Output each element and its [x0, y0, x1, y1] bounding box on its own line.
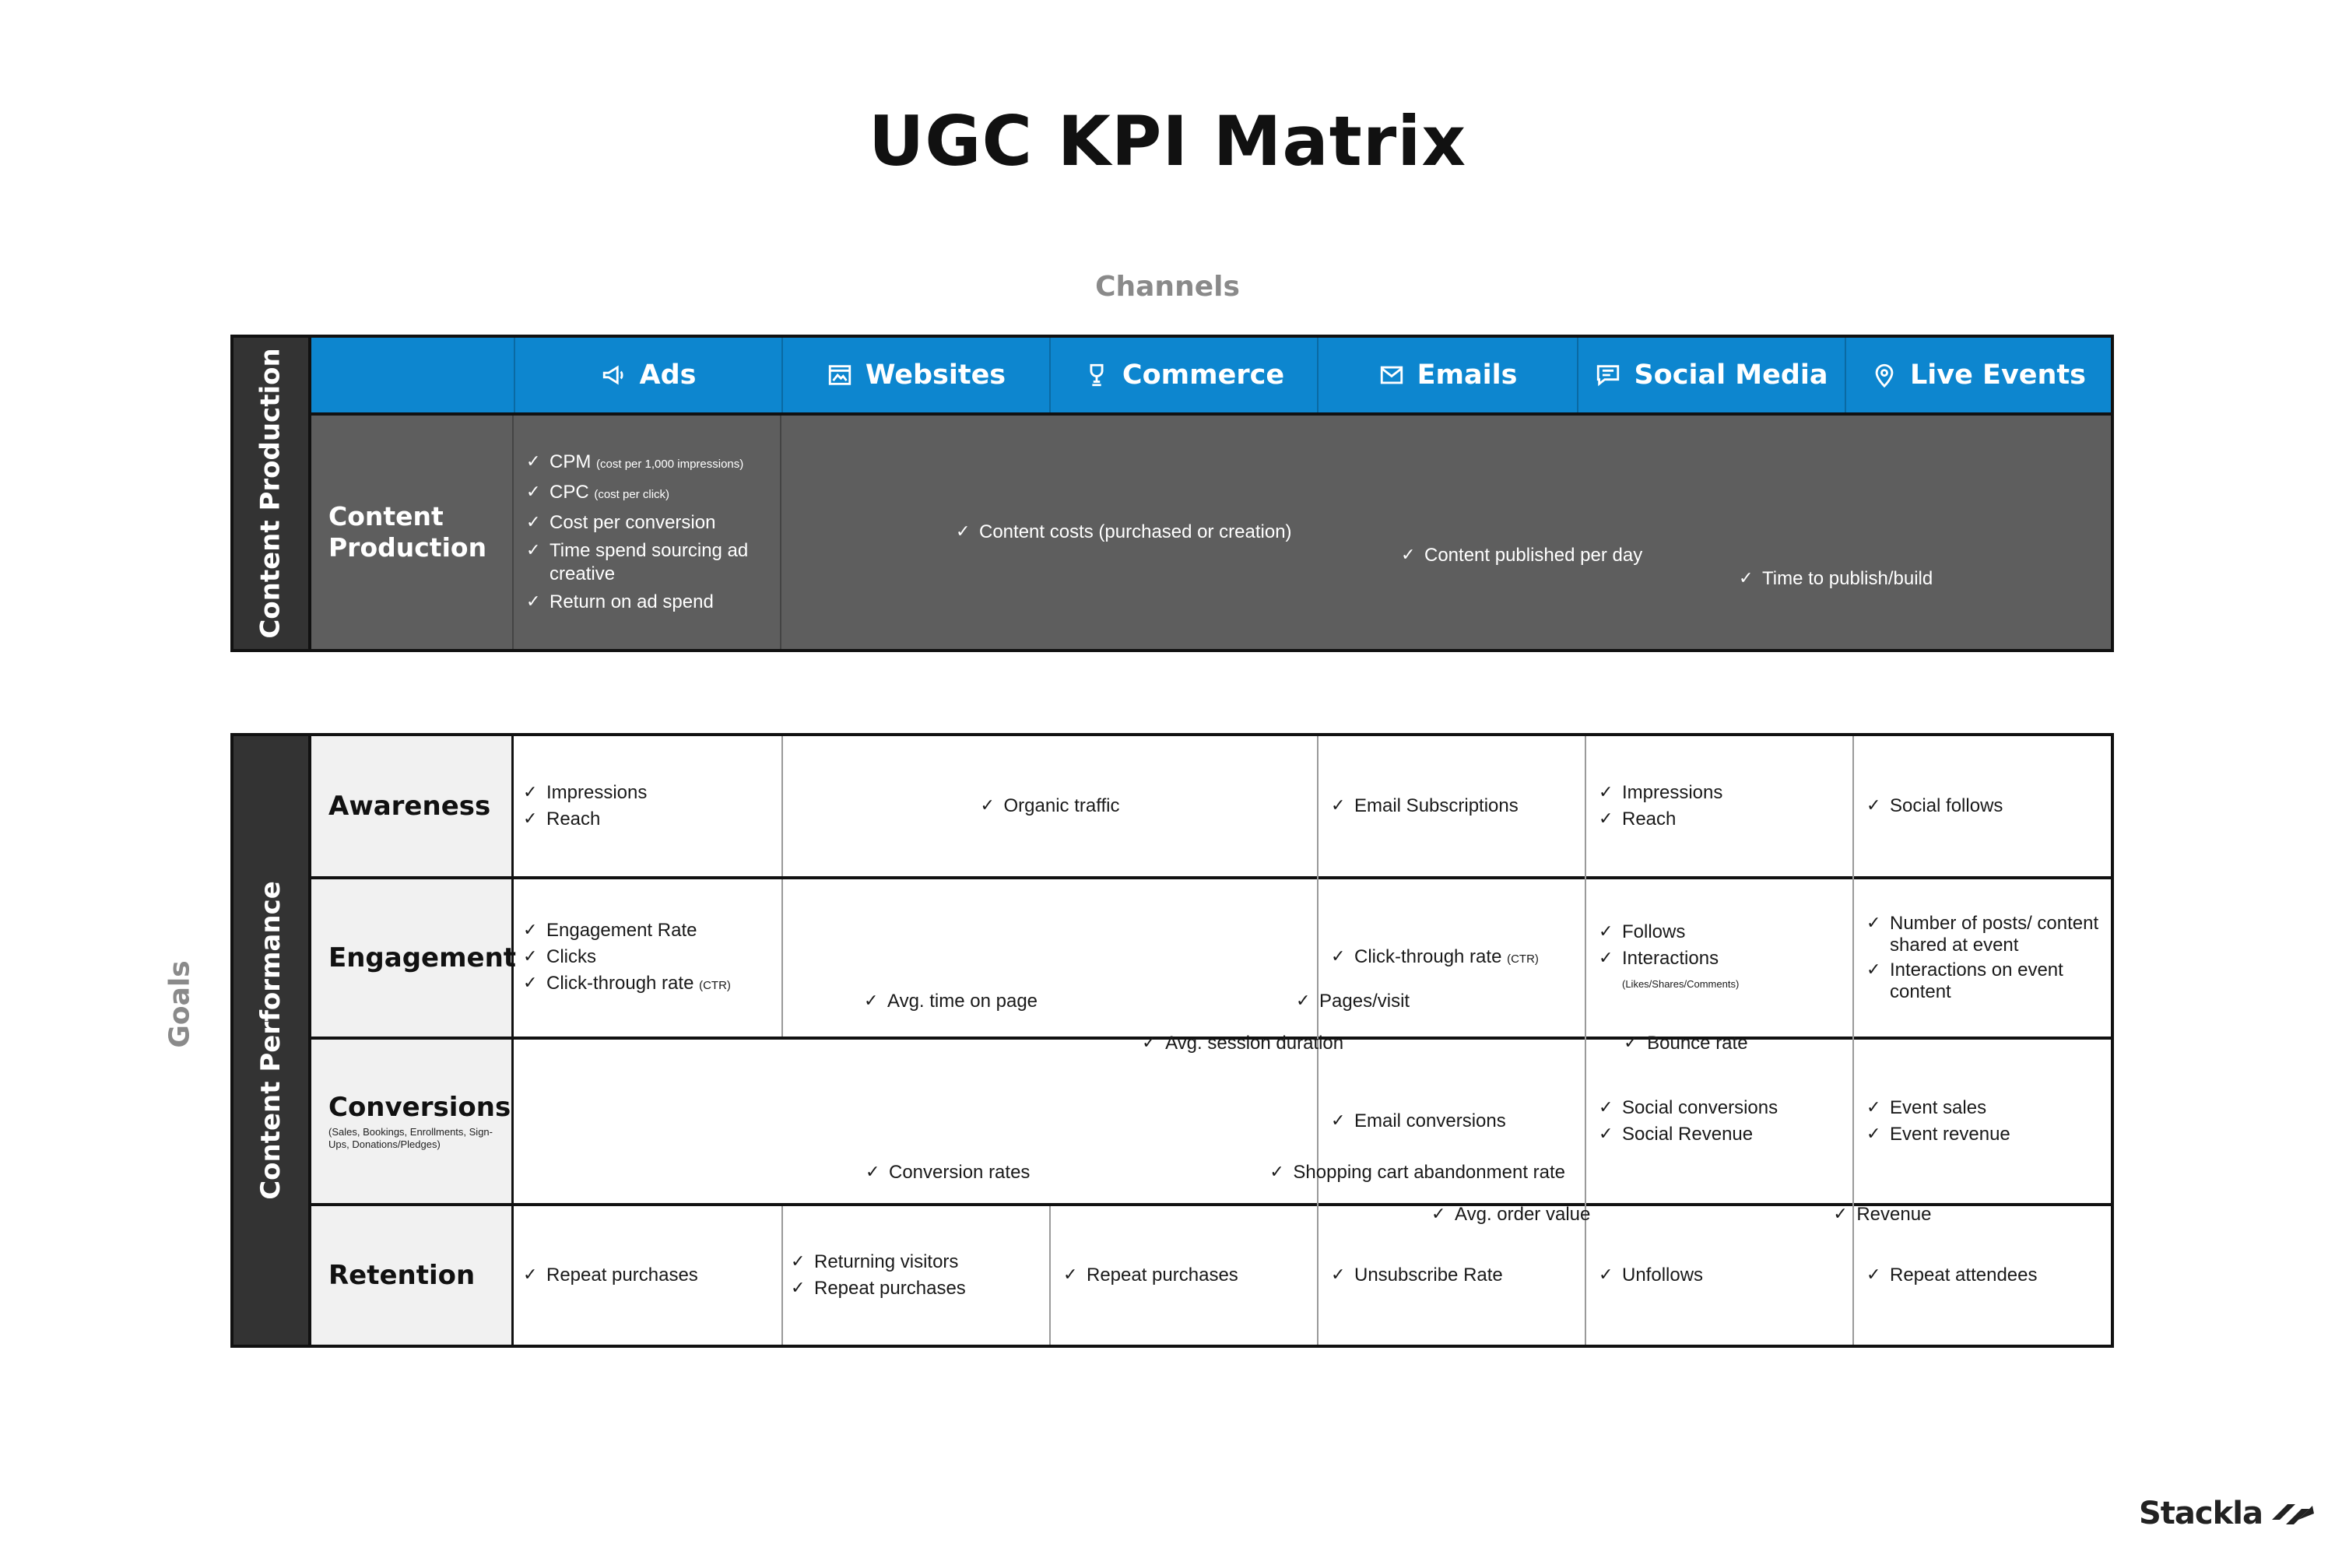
list-item: ✓ Click-through rate (CTR) [1331, 945, 1539, 971]
envelope-icon [1378, 362, 1405, 388]
channel-header-social-media: Social Media [1577, 338, 1845, 412]
retention-commerce-cell [1063, 1206, 1317, 1345]
content-production-section [230, 335, 2114, 652]
list-item: ✓ Reach [1599, 808, 1722, 831]
column-divider [1049, 1206, 1051, 1345]
conversions-emails-cell [1331, 1040, 1585, 1203]
column-divider [1852, 736, 1854, 1345]
list-item: ✓ Reach [523, 808, 647, 831]
list-item: ✓ Repeat purchases [791, 1277, 966, 1300]
awareness-emails-cell [1331, 736, 1585, 876]
retention-websites-cell [791, 1206, 1048, 1345]
conversions-events-cell [1866, 1040, 2112, 1203]
awareness-websites-commerce-cell [783, 736, 1317, 876]
list-item: ✓ Content costs (purchased or creation) [956, 521, 2285, 544]
engagement-social-cell [1599, 879, 1852, 1037]
awareness-social-cell [1599, 736, 1852, 876]
list-item: ✓ Returning visitors [791, 1251, 966, 1274]
megaphone-icon [601, 362, 627, 388]
list-item: ✓ Repeat attendees [1866, 1264, 2037, 1287]
channel-header-emails: Emails [1317, 338, 1577, 412]
page-title: UGC KPI Matrix [868, 101, 1467, 181]
map-pin-icon [1871, 362, 1898, 388]
list-item: ✓ Return on ad spend [526, 591, 775, 614]
list-item: ✓ Social Revenue [1599, 1123, 1778, 1146]
list-item: ✓ Unfollows [1599, 1264, 1703, 1287]
content-production-side-bar: Content Production [234, 338, 311, 649]
list-item: ✓ Email Subscriptions [1331, 795, 1519, 818]
list-item: ✓ Social conversions [1599, 1096, 1778, 1120]
list-item: ✓ Organic traffic [981, 795, 1120, 818]
list-item: ✓ Avg. time on page [864, 990, 1038, 1013]
list-item: ✓ Pages/visit [1296, 990, 1410, 1013]
conversions-social-cell [1599, 1040, 1852, 1203]
goal-engagement-label: Engagement [311, 879, 514, 1037]
list-item: ✓ Repeat purchases [523, 1264, 698, 1287]
goals-axis-label: Goals [163, 959, 196, 1048]
goal-conversions-label: Conversions (Sales, Bookings, Enrollments, Sign-Ups, Donations/Pledges) [311, 1040, 514, 1203]
trophy-icon [1083, 362, 1110, 388]
engagement-events-cell [1866, 879, 2112, 1037]
engagement-emails-cell [1331, 879, 1585, 1037]
chat-bubble-icon [1595, 362, 1621, 388]
list-item: ✓ Event revenue [1866, 1123, 2010, 1146]
list-item: ✓ Avg. session duration [1142, 1032, 1343, 1055]
list-item: ✓ Interactions on event content [1866, 959, 2108, 1003]
goal-retention-label: Retention [311, 1206, 514, 1345]
retention-ads-cell [523, 1206, 780, 1345]
browser-window-icon [827, 362, 853, 388]
list-item: ✓ Impressions [523, 781, 647, 805]
list-item: ✓ Email conversions [1331, 1110, 1506, 1133]
list-item: ✓ Cost per conversion [526, 511, 775, 535]
awareness-ads-cell [523, 736, 780, 876]
list-item: ✓ Unsubscribe Rate [1331, 1264, 1503, 1287]
list-item: ✓ Content published per day [1401, 544, 2335, 567]
retention-emails-cell [1331, 1206, 1585, 1345]
content-production-ads-cell [514, 416, 781, 649]
channel-header-websites: Websites [781, 338, 1049, 412]
list-item: ✓ Time to publish/build [1739, 567, 2335, 591]
awareness-events-cell [1866, 736, 2112, 876]
channel-header-row [311, 338, 2111, 416]
list-item: ✓ Clicks [523, 945, 731, 969]
stackla-logo: Stackla [2139, 1496, 2317, 1531]
retention-events-cell [1866, 1206, 2112, 1345]
engagement-ads-cell [523, 879, 780, 1037]
goal-awareness-label: Awareness [311, 736, 514, 876]
list-item: ✓ CPM (cost per 1,000 impressions) [526, 451, 775, 476]
content-performance-section [230, 733, 2114, 1348]
list-item: ✓ Conversion rates [866, 1161, 1030, 1184]
list-item: ✓ Impressions [1599, 781, 1722, 805]
stackla-logo-icon [2267, 1496, 2317, 1531]
list-item: ✓ Click-through rate (CTR) [523, 972, 731, 998]
channel-header-commerce: Commerce [1049, 338, 1317, 412]
list-item: ✓ Event sales [1866, 1096, 2010, 1120]
content-production-row-label: Content Production [311, 416, 514, 649]
list-item: ✓ Follows [1599, 921, 1739, 944]
channel-header-ads: Ads [514, 338, 781, 412]
list-item: ✓ Engagement Rate [523, 919, 731, 942]
list-item: ✓ Time spend sourcing ad creative [526, 539, 760, 586]
column-divider [781, 1206, 783, 1345]
list-item: ✓ Shopping cart abandonment rate [1269, 1161, 1565, 1184]
column-divider [1585, 736, 1586, 1345]
channel-header-live-events: Live Events [1845, 338, 2111, 412]
list-item: ✓ Bounce rate [1624, 1032, 1747, 1055]
content-performance-side-bar: Content Performance [234, 736, 311, 1345]
list-item: ✓ Repeat purchases [1063, 1264, 1238, 1287]
retention-social-cell [1599, 1206, 1852, 1345]
list-item: ✓ Avg. order value [1431, 1203, 1590, 1226]
list-item: ✓ Social follows [1866, 795, 2003, 818]
list-item: ✓ Revenue [1833, 1203, 1931, 1226]
content-production-shared-cell [781, 416, 2111, 649]
channels-axis-label: Channels [1095, 271, 1240, 303]
list-item: ✓ Interactions (Likes/Shares/Comments) [1599, 947, 1739, 996]
list-item: ✓ CPC (cost per click) [526, 481, 775, 507]
list-item: ✓ Number of posts/ content shared at event [1866, 913, 2108, 956]
